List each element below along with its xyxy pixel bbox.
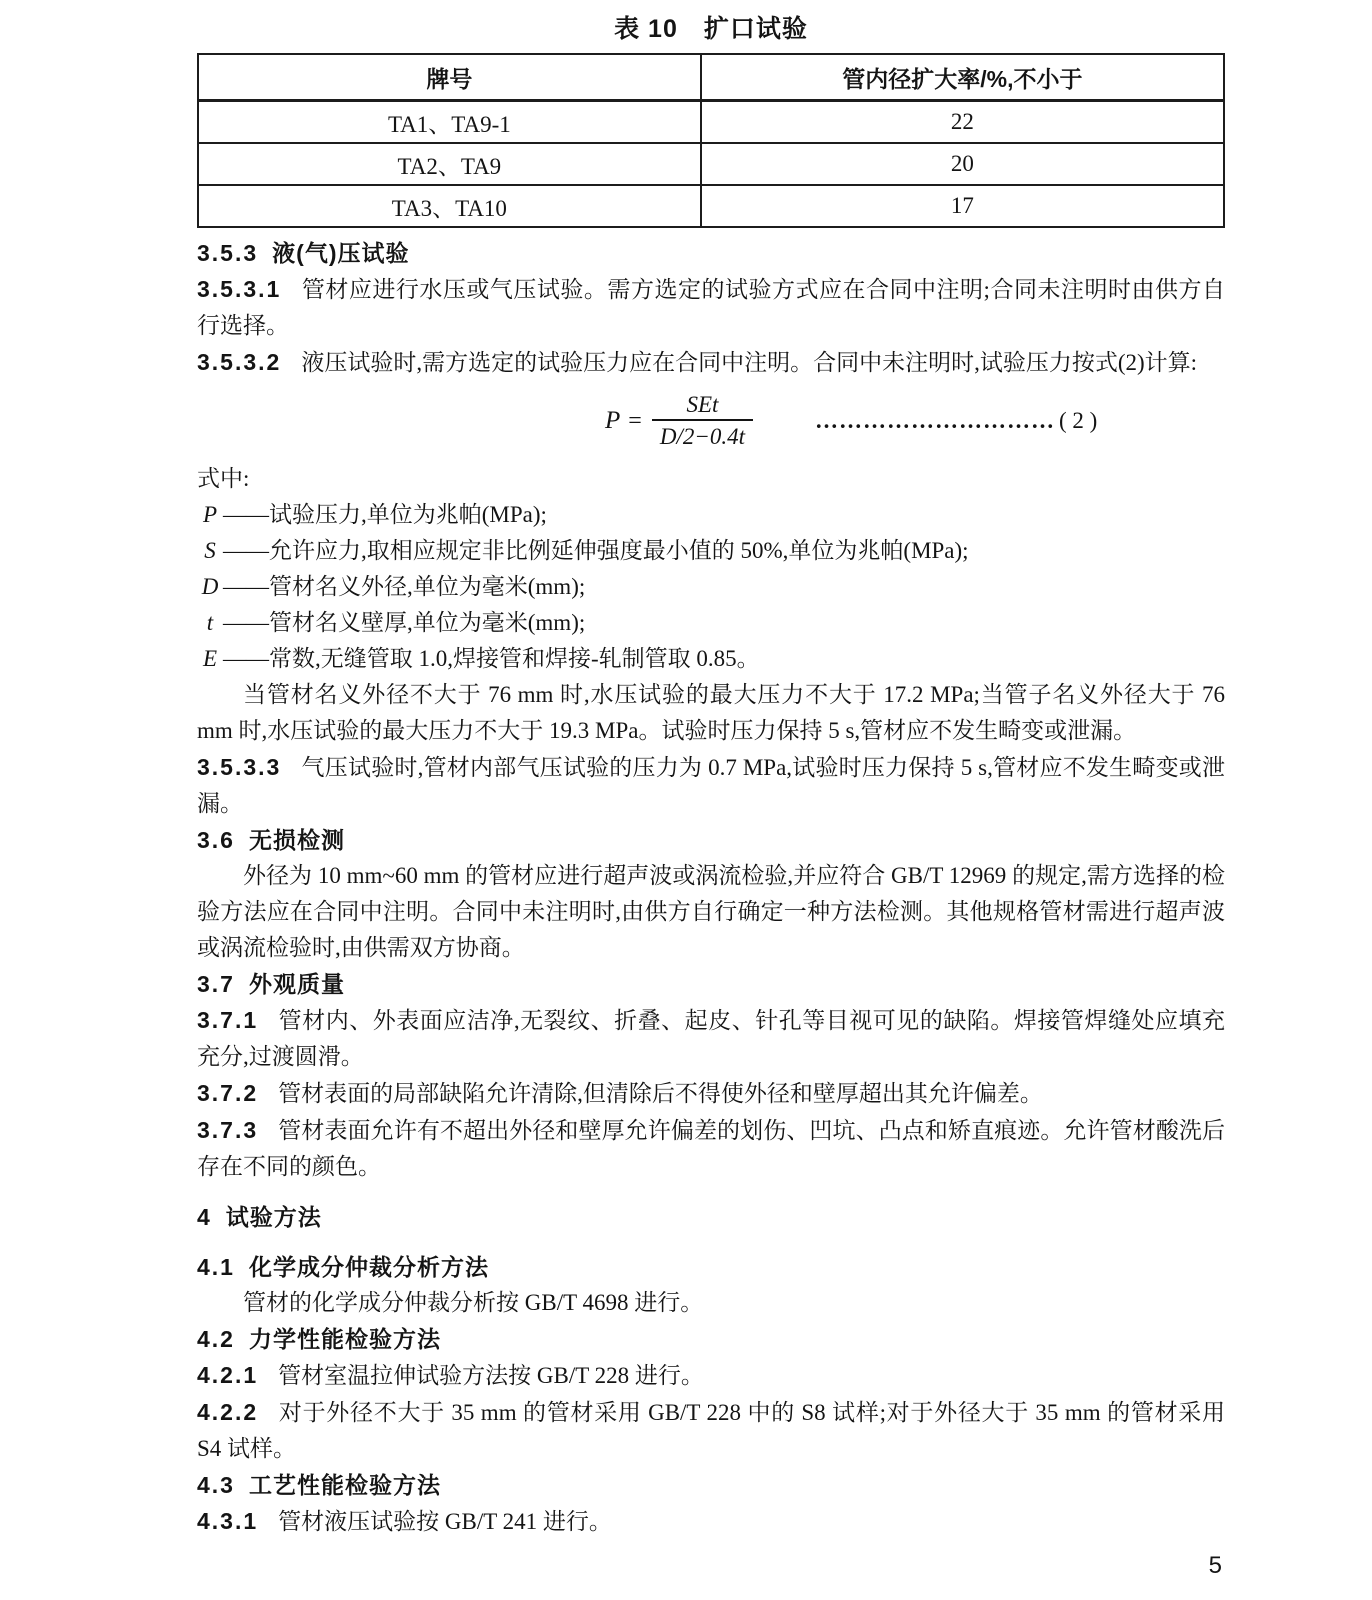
term-dash: —— (223, 610, 269, 635)
equation-expression (605, 390, 753, 453)
equation-2 (197, 381, 1225, 461)
clause-number: 4.2.1 (197, 1362, 259, 1388)
clause-number: 3.5.3.1 (197, 276, 282, 302)
clause-number: 4 (197, 1204, 212, 1230)
fraction-numerator: SEt (686, 391, 719, 417)
table-header-row (198, 54, 1224, 101)
grade-cell: TA1、TA9-1 (198, 101, 701, 144)
heading-3-7 (197, 966, 1225, 1002)
paragraph-ndt: 外径为 10 mm~60 mm 的管材应进行超声波或涡流检验,并应符合 GB/T 12969 的规定,需方选择的检验方法应在合同中注明。合同中未注明时,由供方自行确定一种方法检测。其他规格管材需进行超声波或涡流检验时,由供需双方协商。 (197, 863, 1225, 960)
heading-4-2 (197, 1321, 1225, 1357)
table-10-title: 表 10 扩口试验 (614, 15, 808, 43)
clause-number: 3.7 (197, 971, 235, 997)
formula-term-P (197, 497, 1225, 533)
clause-number: 4.3.1 (197, 1508, 259, 1534)
heading-4 (197, 1199, 1225, 1235)
table-row (198, 143, 1224, 185)
clause-3-5-3-2 (197, 344, 1225, 381)
col-header-expansion-rate: 管内径扩大率/%,不小于 (701, 54, 1224, 101)
equals-sign: = (628, 408, 642, 434)
term-text: 允许应力,取相应规定非比例延伸强度最小值的 50%,单位为兆帕(MPa); (269, 538, 969, 563)
clause-number: 4.2.2 (197, 1399, 259, 1425)
fraction-denominator: D/2−0.4t (652, 419, 753, 453)
value-cell: 22 (701, 101, 1224, 144)
term-dash: —— (223, 538, 269, 563)
formula-term-E (197, 641, 1225, 677)
term-dash: —— (223, 646, 269, 671)
clause-text: 对于外径不大于 35 mm 的管材采用 GB/T 228 中的 S8 试样;对于外径大于 35 mm 的管材采用 S4 试样。 (197, 1400, 1225, 1461)
heading-text: 外观质量 (248, 971, 345, 997)
clause-3-7-2 (197, 1075, 1225, 1112)
heading-text: 液(气)压试验 (272, 240, 410, 266)
term-symbol: P (202, 502, 218, 527)
clause-text: 管材应进行水压或气压试验。需方选定的试验方式应在合同中注明;合同未注明时由供方自行选择。 (197, 277, 1225, 338)
flaring-test-table (197, 53, 1225, 228)
heading-text: 试验方法 (225, 1204, 322, 1230)
grade-cell: TA2、TA9 (198, 143, 701, 185)
formula-term-S (197, 533, 1225, 569)
clause-number: 3.7.3 (197, 1117, 259, 1143)
clause-3-7-1 (197, 1002, 1225, 1075)
fraction (652, 390, 753, 453)
clause-number: 3.7.2 (197, 1080, 259, 1106)
value-cell: 20 (701, 143, 1224, 185)
table-row (198, 101, 1224, 144)
formula-term-t (197, 605, 1225, 641)
term-dash: —— (223, 502, 269, 527)
clause-text: 液压试验时,需方选定的试验压力应在合同中注明。合同中未注明时,试验压力按式(2)计算: (301, 350, 1198, 375)
col-header-grade: 牌号 (198, 54, 701, 101)
term-text: 管材名义外径,单位为毫米(mm); (269, 574, 586, 599)
clause-3-5-3-1 (197, 271, 1225, 344)
clause-text: 管材内、外表面应洁净,无裂纹、折叠、起皮、针孔等目视可见的缺陷。焊接管焊缝处应填充充分,过渡圆滑。 (197, 1008, 1225, 1069)
clause-3-7-3 (197, 1112, 1225, 1185)
heading-4-1 (197, 1249, 1225, 1285)
term-symbol: t (206, 610, 214, 635)
clause-number: 3.5.3.3 (197, 754, 282, 780)
where-label: 式中: (197, 466, 250, 491)
grade-cell: TA3、TA10 (198, 185, 701, 227)
dot-leader: ………………………… (815, 408, 1055, 433)
term-symbol: S (204, 538, 216, 563)
term-text: 管材名义壁厚,单位为毫米(mm); (269, 610, 586, 635)
clause-number: 4.3 (197, 1472, 235, 1498)
clause-number: 4.2 (197, 1326, 235, 1352)
formula-term-D (197, 569, 1225, 605)
clause-4-2-1 (197, 1357, 1225, 1394)
clause-number: 4.1 (197, 1254, 235, 1280)
table-row (198, 185, 1224, 227)
heading-3-5-3 (197, 235, 1225, 271)
clause-text: 管材液压试验按 GB/T 241 进行。 (278, 1509, 612, 1534)
clause-text: 管材室温拉伸试验方法按 GB/T 228 进行。 (278, 1363, 704, 1388)
clause-4-2-2 (197, 1394, 1225, 1467)
clause-4-3-1 (197, 1503, 1225, 1540)
heading-3-6 (197, 822, 1225, 858)
heading-text: 无损检测 (248, 827, 345, 853)
equation-variable: P (605, 407, 621, 434)
heading-text: 工艺性能检验方法 (248, 1472, 441, 1498)
clause-number: 3.6 (197, 827, 235, 853)
page-number: 5 (1208, 1552, 1222, 1579)
clause-number: 3.5.3.2 (197, 349, 282, 375)
term-dash: —— (223, 574, 269, 599)
term-text: 试验压力,单位为兆帕(MPa); (269, 502, 547, 527)
term-text: 常数,无缝管取 1.0,焊接管和焊接-轧制管取 0.85。 (269, 646, 760, 671)
clause-3-5-3-3 (197, 749, 1225, 822)
equation-number: ( 2 ) (1059, 408, 1098, 433)
term-symbol: D (201, 574, 219, 599)
body-text (197, 235, 1225, 1540)
heading-4-3 (197, 1467, 1225, 1503)
clause-number: 3.7.1 (197, 1007, 259, 1033)
heading-text: 力学性能检验方法 (248, 1326, 441, 1352)
paragraph-pressure-limits: 当管材名义外径不大于 76 mm 时,水压试验的最大压力不大于 17.2 MPa;当管子名义外径大于 76 mm 时,水压试验的最大压力不大于 19.3 MPa。试验时压力保持 5 s,管材应不发生畸变或泄漏。 (197, 682, 1225, 743)
value-cell: 17 (701, 185, 1224, 227)
clause-text: 管材表面允许有不超出外径和壁厚允许偏差的划伤、凹坑、凸点和矫直痕迹。允许管材酸洗后存在不同的颜色。 (197, 1118, 1225, 1179)
clause-text: 气压试验时,管材内部气压试验的压力为 0.7 MPa,试验时压力保持 5 s,管材应不发生畸变或泄漏。 (197, 755, 1225, 816)
heading-text: 化学成分仲裁分析方法 (248, 1254, 489, 1280)
term-symbol: E (202, 646, 218, 671)
clause-number: 3.5.3 (197, 240, 259, 266)
paragraph-chemical-analysis: 管材的化学成分仲裁分析按 GB/T 4698 进行。 (243, 1290, 704, 1315)
clause-text: 管材表面的局部缺陷允许清除,但清除后不得使外径和壁厚超出其允许偏差。 (278, 1081, 1043, 1106)
